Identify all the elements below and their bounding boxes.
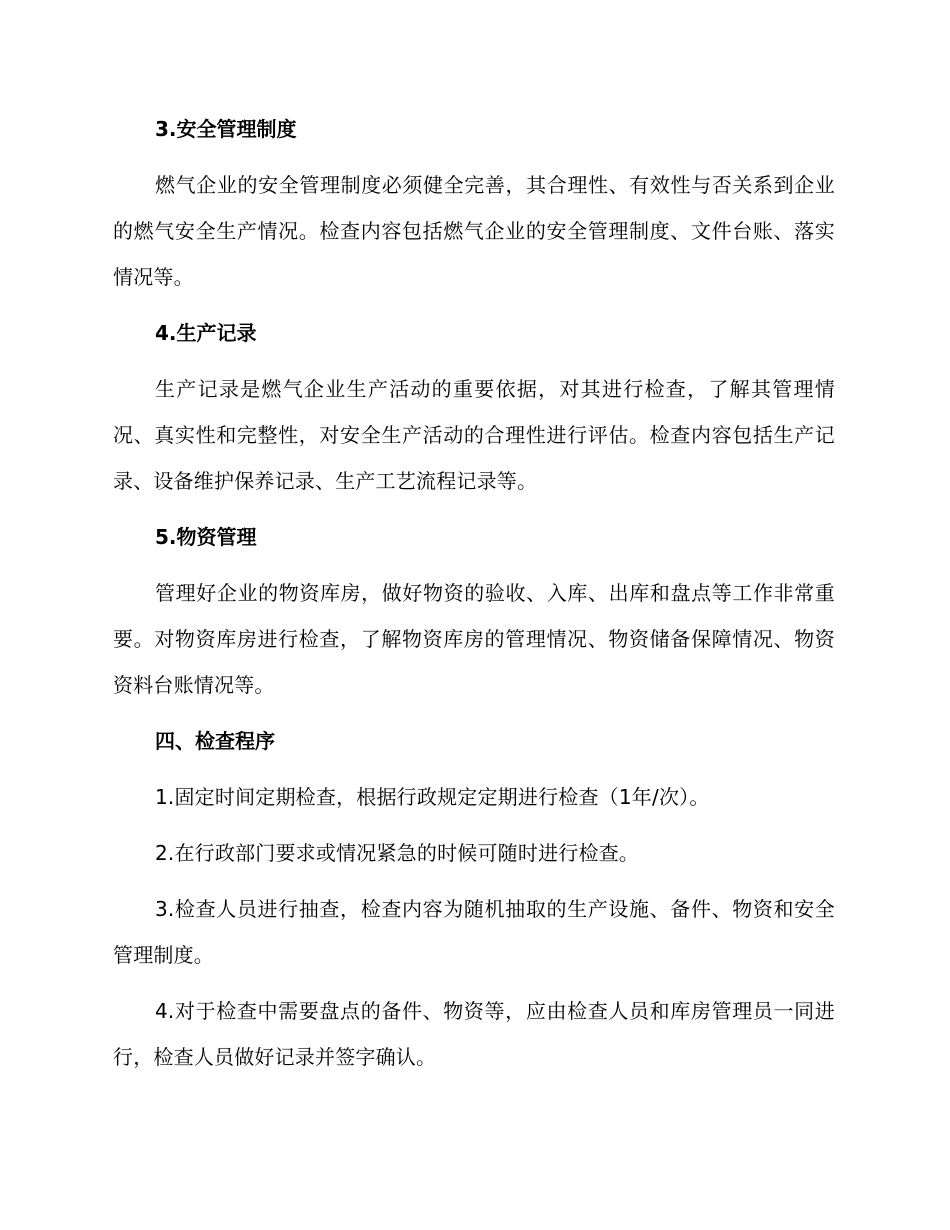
paragraph-materials-management: 管理好企业的物资库房，做好物资的验收、入库、出库和盘点等工作非常重要。对物资库房进行检查，了解物资库房的管理情况、物资储备保障情况、物资资料台账情况等。	[113, 581, 835, 697]
section-heading-inspection-procedure: 四、检查程序	[155, 729, 275, 753]
procedure-item-4: 4.对于检查中需要盘点的备件、物资等，应由检查人员和库房管理员一同进行，检查人员做好记录并签字确认。	[113, 999, 835, 1069]
section-heading-production-records: 4.生产记录	[155, 321, 257, 345]
section-heading-materials-management: 5.物资管理	[155, 525, 257, 549]
document-body	[113, 106, 835, 1090]
procedure-item-2: 2.在行政部门要求或情况紧急的时候可随时进行检查。	[155, 841, 640, 865]
section-heading-safety-management: 3.安全管理制度	[155, 117, 297, 141]
procedure-item-3: 3.检查人员进行抽查，检查内容为随机抽取的生产设施、备件、物资和安全管理制度。	[113, 897, 835, 967]
paragraph-safety-management: 燃气企业的安全管理制度必须健全完善，其合理性、有效性与否关系到企业的燃气安全生产情况。检查内容包括燃气企业的安全管理制度、文件台账、落实情况等。	[113, 173, 835, 289]
procedure-item-1: 1.固定时间定期检查，根据行政规定定期进行检查（1年/次）。	[155, 785, 710, 809]
paragraph-production-records: 生产记录是燃气企业生产活动的重要依据，对其进行检查，了解其管理情况、真实性和完整性，对安全生产活动的合理性进行评估。检查内容包括生产记录、设备维护保养记录、生产工艺流程记录等。	[113, 377, 835, 493]
